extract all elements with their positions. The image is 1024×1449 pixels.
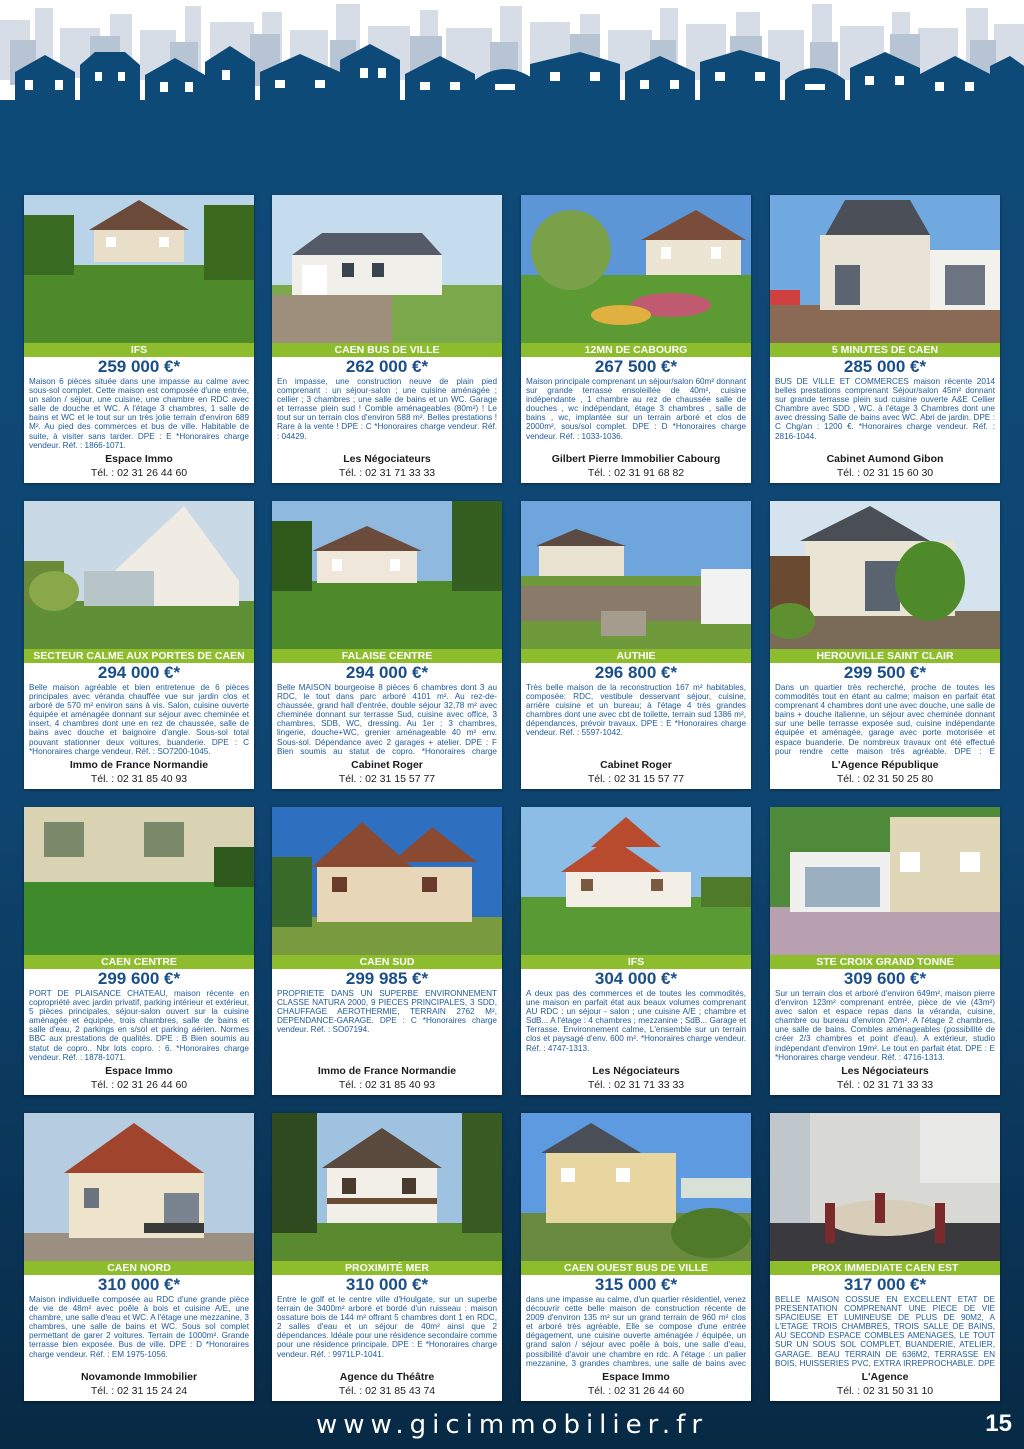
agency-name: Les Négociateurs	[592, 1065, 680, 1077]
agency-name: Novamonde Immobilier	[80, 1371, 198, 1383]
listing-location: AUTHIE	[521, 649, 751, 663]
listing-location: CAEN SUD	[272, 955, 502, 969]
agency-name: Immo de France Normandie	[317, 1065, 457, 1077]
listing-price: 285 000 €*	[843, 357, 927, 376]
property-photo	[521, 807, 751, 955]
listing-card[interactable]	[770, 1113, 1000, 1401]
listing-price: 299 985 €*	[345, 969, 429, 988]
agency-name: Les Négociateurs	[841, 1065, 929, 1077]
agency-phone: Tél. : 02 31 85 40 93	[90, 773, 188, 785]
agency-name: Espace Immo	[602, 1371, 670, 1383]
agency-phone: Tél. : 02 31 71 33 33	[338, 467, 436, 479]
property-photo	[770, 501, 1000, 649]
agency-phone: Tél. : 02 31 26 44 60	[90, 1079, 188, 1091]
listing-location: PROX IMMEDIATE CAEN EST	[770, 1261, 1000, 1275]
agency-phone: Tél. : 02 31 15 60 30	[836, 467, 934, 479]
listing-description: PROPRIETE DANS UN SUPERBE ENVIRONNEMENT CLASSE NATURA 2000, 9 PIECES PRINCIPALES, 3 SDD, CHAUFFAGE AEROTHERMIE, TERRAIN 2762 M², DEPENDANCE-GARAGE. DPE : C *Honoraires charge vendeur. Réf. : SO07194.	[277, 989, 497, 1035]
listing-price: 259 000 €*	[97, 357, 181, 376]
agency-name: L'Agence	[861, 1371, 909, 1383]
page-number: 15	[985, 1410, 1012, 1437]
agency-name: Cabinet Roger	[600, 759, 672, 771]
agency-phone: Tél. : 02 31 26 44 60	[90, 467, 188, 479]
listing-price: 262 000 €*	[345, 357, 429, 376]
agency-name: Les Négociateurs	[343, 453, 431, 465]
listing-location: CAEN OUEST BUS DE VILLE	[521, 1261, 751, 1275]
agency-phone: Tél. : 02 31 15 57 77	[338, 773, 436, 785]
property-photo	[770, 195, 1000, 343]
agency-name: Agence du Théâtre	[339, 1371, 435, 1383]
listing-description: Belle MAISON bourgeoise 8 pièces 6 chambres dont 3 au RDC, le tout dans parc arboré 4101 m². Au rez-de-chaussée, grand hall d'entrée, double séjour 32,78 m² avec cheminée donnant sur terrasse Sud, cuisine avec office, 3 chambres, SDB, WC, dressing. Au 1er : 3 chambres, lingerie, douche+WC, grenier aménageable 40 m² env. Sous-sol. Dépendance avec 2 garages + atelier. DPE : F Bien soumis au statut de copro. *Honoraires charge	[277, 683, 497, 756]
property-photo	[24, 1113, 254, 1261]
listing-description: Sur un terrain clos et arboré d'environ 649m², maison pierre d'environ 123m² comprenant entrée, pièce de vie (43m²) avec salon et espace repas dans la véranda, cuisine, chambre ou bureau d'environ 20m². A l'étage 2 chambres, une salle de bains. Combles aménageables (possibilité de créer 2/3 chambres et point d'eau). A extérieur, studio indépendant d'environ 19m². Le tout en parfait état. DPE : E *Honoraires charge vendeur. Réf. : 4716-1313.	[775, 989, 995, 1062]
listing-location: 5 MINUTES DE CAEN	[770, 343, 1000, 357]
listing-card[interactable]	[24, 501, 254, 789]
agency-name: Gilbert Pierre Immobilier Cabourg	[551, 453, 721, 465]
listing-description: dans une impasse au calme, d'un quartier résidentiel, venez découvrir cette belle maison de construction récente de 2009 d'environ 135 m² sur un grand terrain de 960 m² clos et arboré très agréable. Elle se compose d'une entrée dégagement, une cuisine ouverte aménagée / équipée, un grand salon / séjour avec poêle à bois, une salle d'eau, possibilité d'avoir une chambre en rdc. A l'étage : un palier mezzanine, 3 grandes chambres, une salle de bains avec	[526, 1295, 746, 1368]
agency-name: Cabinet Roger	[351, 759, 423, 771]
agency-phone: Tél. : 02 31 91 68 82	[587, 467, 685, 479]
listing-price: 315 000 €*	[594, 1275, 678, 1294]
listing-location: STE CROIX GRAND TONNE	[770, 955, 1000, 969]
listing-location: CAEN CENTRE	[24, 955, 254, 969]
listing-description: Belle maison agréable et bien entretenue de 6 pièces principales avec véranda chauffée vue sur jardin clos et arboré de 570 m² environ sans à vis. Salon, cuisine ouverte équipée et aménagée donnant sur séjour avec cheminée et insert, 4 chambres dont une en rez de chaussée, salle de bains avec douche et baignoire d'angle. Sous-sol total pouvant stationner deux voitures, buanderie. DPE : C *Honoraires charge vendeur. Réf. : SO7200-1045.	[29, 683, 249, 756]
agency-name: Cabinet Aumond Gibon	[826, 453, 944, 465]
listing-location: IFS	[24, 343, 254, 357]
listing-location: IFS	[521, 955, 751, 969]
property-photo	[521, 195, 751, 343]
listing-price: 309 600 €*	[843, 969, 927, 988]
listing-card[interactable]	[521, 501, 751, 789]
listing-card[interactable]	[24, 1113, 254, 1401]
property-photo	[521, 1113, 751, 1261]
agency-phone: Tél. : 02 31 85 43 74	[338, 1385, 436, 1397]
listing-card[interactable]	[272, 195, 502, 483]
listing-location: CAEN BUS DE VILLE	[272, 343, 502, 357]
listing-description: BUS DE VILLE ET COMMERCES maison récente 2014 belles prestations comprenant Séjour/salon 45m² donnant sur grande terrasse plein sud cuisine ouverte A&E Cellier Chambre avec SDD , WC. à l'étage 3 Chambres dont une avec dressing Salle de bains avec WC. Abri de jardin. DPE : C Chg/an : 1200 €. *Honoraires charge vendeur. Réf. : 2816-1044.	[775, 377, 995, 441]
agency-name: L'Agence République	[831, 759, 939, 771]
listing-price: 299 600 €*	[97, 969, 181, 988]
agency-phone: Tél. : 02 31 50 25 80	[836, 773, 934, 785]
agency-phone: Tél. : 02 31 26 44 60	[587, 1385, 685, 1397]
agency-phone: Tél. : 02 31 85 40 93	[338, 1079, 436, 1091]
listing-card[interactable]	[770, 501, 1000, 789]
property-photo	[770, 807, 1000, 955]
listing-description: BELLE MAISON COSSUE EN EXCELLENT ETAT DE PRESENTATION COMPRENANT UNE PIECE DE VIE SPACIEUSE ET LUMINEUSE DE PLUS DE 90M2, A L'ETAGE TROIS CHAMBRES, TROIS SALLE DE BAINS, AU SECOND ESPACE COMBLES AMENAGES, LE TOUT SUR UN SOUS SOL COMPLET, BUANDERIE, ATELIER, GARAGE. BEAU TERRAIN DE 636M2, TERRASSE EN BOIS, HUISSERIES PVC, EXTRA IRREPROCHABLE. DPE	[775, 1295, 995, 1368]
listing-card[interactable]	[272, 1113, 502, 1401]
property-photo	[272, 195, 502, 343]
listing-price: 296 800 €*	[594, 663, 678, 682]
listing-card[interactable]	[24, 195, 254, 483]
property-photo	[521, 501, 751, 649]
agency-phone: Tél. : 02 31 71 33 33	[836, 1079, 934, 1091]
listing-price: 310 000 €*	[97, 1275, 181, 1294]
listing-description: Très belle maison de la reconstruction 167 m² habitables, composée: RDC, vestibule desservant séjour, cuisine, arrière cuisine et un bureau; à l'étage 4 très grandes chambres dont une avec cbt de toilette, terrain sud 1386 m², dépendances, prévoir travaux. DPE : E *Honoraires charge vendeur. Réf. : 5597-1042.	[526, 683, 746, 738]
listing-price: 304 000 €*	[594, 969, 678, 988]
listing-price: 299 500 €*	[843, 663, 927, 682]
listing-card[interactable]	[521, 1113, 751, 1401]
listing-card[interactable]	[521, 807, 751, 1095]
listing-price: 310 000 €*	[345, 1275, 429, 1294]
listing-location: FALAISE CENTRE	[272, 649, 502, 663]
agency-phone: Tél. : 02 31 15 57 77	[587, 773, 685, 785]
agency-phone: Tél. : 02 31 50 31 10	[836, 1385, 934, 1397]
website-url[interactable]: www.gicimmobilier.fr	[315, 1410, 709, 1440]
listing-description: Maison individuelle composée au RDC d'une grande pièce de vie de 48m² avec poêle à bois et cuisine A/E, une chambre, une salle d'eau et WC. A l'étage une mezzanine, 3 chambres, une salle de bains et WC. Sous sol complet permettant de garer 2 voitures. Terrain de 1000m². Grande terrasse bien exposée. Bus de ville. DPE : D *Honoraires charge vendeur. Réf. : EM 1975-1056.	[29, 1295, 249, 1359]
listing-card[interactable]	[521, 195, 751, 483]
listing-card[interactable]	[272, 501, 502, 789]
listing-description: En impasse, une construction neuve de plain pied comprenant : un séjour-salon ; une cuisine aménagée ; cellier ; 3 chambres ; une salle de bains et un WC. Garage et terrasse plein sud ! Comble aménageables (80m²) ! Le tout sur un terrain clos d'environ 588 m². Belles prestations ! Rare à la vente ! DPE : C *Honoraires charge vendeur. Réf. : 04429.	[277, 377, 497, 441]
agency-phone: Tél. : 02 31 71 33 33	[587, 1079, 685, 1091]
listing-price: 294 000 €*	[97, 663, 181, 682]
agency-name: Immo de France Normandie	[69, 759, 209, 771]
listing-description: Maison principale comprenant un séjour/salon 60m² donnant sur grande terrasse ensoleillée de 40m², cuisine indépendante , 1 chambre au rez de chaussée salle de douches , wc indépendant, étage 3 chambres , salle de bains , wc, implantée sur un terrain arboré et clos de 2000m², sous/sol complet. DPE : D *Honoraires charge vendeur. Réf. : 1033-1036.	[526, 377, 746, 441]
listing-location: 12MN DE CABOURG	[521, 343, 751, 357]
property-photo	[24, 195, 254, 343]
listing-description: Entre le golf et le centre ville d'Houlgate, sur un superbe terrain de 3400m² arboré et bordé d'un ruisseau : maison ossature bois de 144 m² offrant 5 chambres dont 1 en RDC, 2 salles d'eau et un séjour de 40m² ainsi que 2 dépendances. Idéale pour une résidence secondaire comme pour une résidence principale. DPE : E *Honoraires charge vendeur. Réf. : 9971LP-1041.	[277, 1295, 497, 1359]
agency-name: Espace Immo	[105, 1065, 173, 1077]
property-photo	[272, 807, 502, 955]
listing-card[interactable]	[770, 807, 1000, 1095]
listing-price: 267 500 €*	[594, 357, 678, 376]
listing-card[interactable]	[770, 195, 1000, 483]
listing-card[interactable]	[24, 807, 254, 1095]
listing-card[interactable]	[272, 807, 502, 1095]
listing-description: A deux pas des commerces et de toutes les commodités, une maison en parfait état aux beaux volumes comprenant AU RDC : un séjour - salon ; une cuisine A/E ; chambre et SdB... A l'étage : 4 chambres ; mezzanine ; SdB... Garage et Terrasse. Environnement calme, L'ensemble sur un terrain clos et paysagé d'env. 600 m². *Honoraires charge vendeur. Réf. : 4747-1313.	[526, 989, 746, 1053]
listing-description: Dans un quartier très recherché, proche de toutes les commodités tout en étant au calme; maison en parfait état comprenant 4 chambres dont une avec douche, une salle de bains + douche italienne, un séjour avec cheminée donnant sur une belle terrasse exposée sud, cuisine indépendante équipée et aménagée, garage avec porte motorisée et espace buanderie. De nombreux travaux ont été effectué pour rendre cette maison très agréable. DPE : E	[775, 683, 995, 756]
property-photo	[770, 1113, 1000, 1261]
agency-name: Espace Immo	[105, 453, 173, 465]
agency-phone: Tél. : 02 31 15 24 24	[90, 1385, 188, 1397]
listing-location: CAEN NORD	[24, 1261, 254, 1275]
listing-location: SECTEUR CALME AUX PORTES DE CAEN	[24, 649, 254, 663]
property-photo	[272, 501, 502, 649]
listing-description: PORT DE PLAISANCE CHATEAU, maison récente en copropriété avec jardin privatif, parking intérieur et extérieur, 5 pièces principales, séjour-salon ouvert sur la cuisine aménagée et équipée, trois chambres, salle de bains et salle d'eau, 2 parkings en s/sol et parking aérien. Normes BBC aux prestations de qualités. DPE : B Bien soumis au statut de copro.. Nbr lots copro. : 6. *Honoraires charge vendeur. Réf. : 1878-1071.	[29, 989, 249, 1062]
listing-price: 294 000 €*	[345, 663, 429, 682]
listing-location: PROXIMITÉ MER	[272, 1261, 502, 1275]
property-photo	[24, 501, 254, 649]
listing-description: Maison 6 pièces située dans une impasse au calme avec sous-sol complet. Cette maison est composée d'une entrée, un salon / séjour, une cuisine, une chambre en RDC avec salle de douche et WC. A l'étage 3 chambres, 1 salle de bains et WC et le tout sur un très jolie terrain d'environ 689 M². Au pied des commerces et bus de ville. Habitable de suite, à visiter sans tarder. DPE : E *Honoraires charge vendeur. Réf. : 1866-1071.	[29, 377, 249, 450]
listing-location: HEROUVILLE SAINT CLAIR	[770, 649, 1000, 663]
property-photo	[272, 1113, 502, 1261]
property-photo	[24, 807, 254, 955]
listing-price: 317 000 €*	[843, 1275, 927, 1294]
